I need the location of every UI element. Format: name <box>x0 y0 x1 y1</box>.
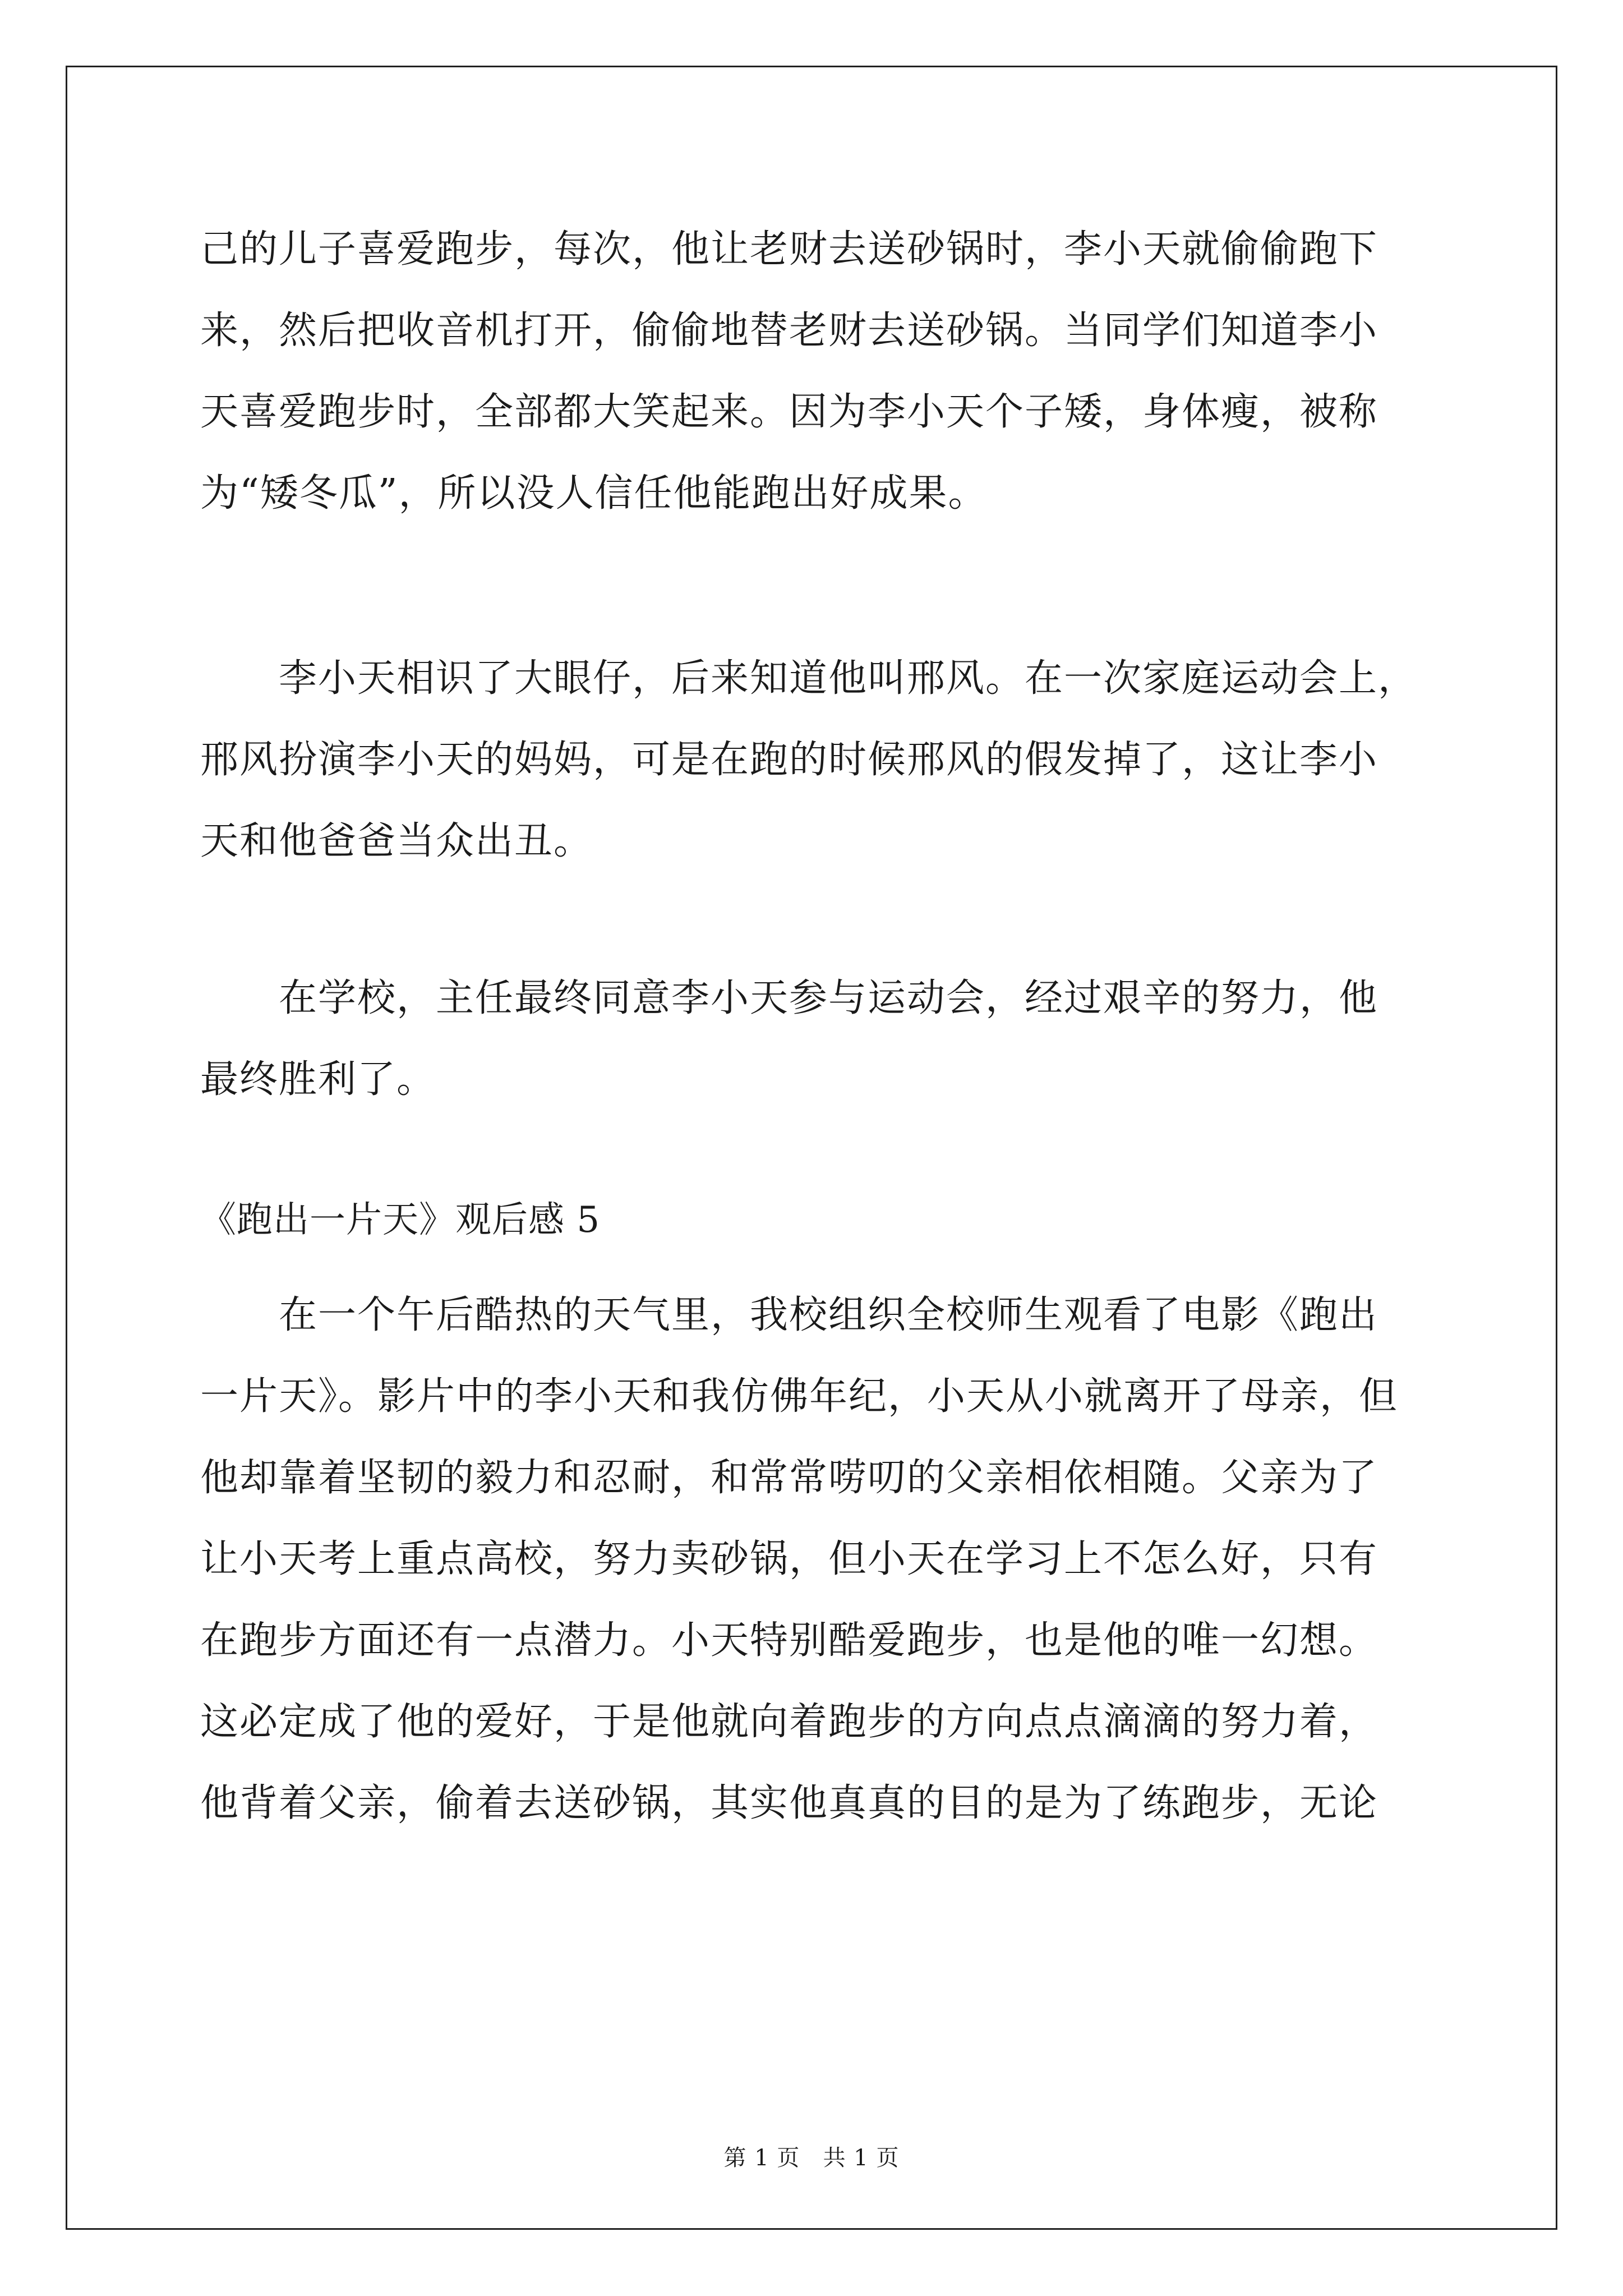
paragraph-1-line-2: 来，然后把收音机打开，偷偷地替老财去送砂锅。当同学们知道李小 <box>200 309 1378 353</box>
paragraph-3-line-2: 最终胜利了。 <box>200 1057 436 1102</box>
paragraph-4-line-7: 他背着父亲，偷着去送砂锅，其实他真真的目的是为了练跑步，无论 <box>200 1781 1378 1825</box>
paragraph-2-line-3: 天和他爸爸当众出丑。 <box>200 819 593 863</box>
paragraph-4-line-4: 让小天考上重点高校，努力卖砂锅，但小天在学习上不怎么好，只有 <box>200 1537 1378 1581</box>
paragraph-1-line-4: 为“矮冬瓜”，所以没人信任他能跑出好成果。 <box>200 471 988 516</box>
paragraph-3-line-1: 在学校，主任最终同意李小天参与运动会，经过艰辛的努力，他 <box>279 976 1378 1020</box>
paragraph-4-line-6: 这必定成了他的爱好，于是他就向着跑步的方向点点滴滴的努力着， <box>200 1700 1378 1744</box>
paragraph-4-line-1: 在一个午后酷热的天气里，我校组织全校师生观看了电影《跑出 <box>279 1293 1378 1337</box>
paragraph-4-line-5: 在跑步方面还有一点潜力。小天特别酷爱跑步，也是他的唯一幻想。 <box>200 1618 1378 1663</box>
page-footer: 第 1 页 共 1 页 <box>723 2145 900 2171</box>
paragraph-4-line-2: 一片天》。影片中的李小天和我仿佛年纪，小天从小就离开了母亲，但 <box>200 1374 1399 1419</box>
paragraph-2-line-2: 邢风扮演李小天的妈妈，可是在跑的时候邢风的假发掉了，这让李小 <box>200 738 1378 782</box>
paragraph-1-line-3: 天喜爱跑步时，全部都大笑起来。因为李小天个子矮，身体瘦，被称 <box>200 390 1378 434</box>
paragraph-1-line-1: 己的儿子喜爱跑步，每次，他让老财去送砂锅时，李小天就偷偷跑下 <box>200 227 1378 272</box>
paragraph-2-line-1: 李小天相识了大眼仔，后来知道他叫邢风。在一次家庭运动会上， <box>279 656 1418 701</box>
section-heading: 《跑出一片天》观后感 5 <box>200 1199 601 1241</box>
paragraph-4-line-3: 他却靠着坚韧的毅力和忍耐，和常常唠叨的父亲相依相随。父亲为了 <box>200 1456 1378 1500</box>
